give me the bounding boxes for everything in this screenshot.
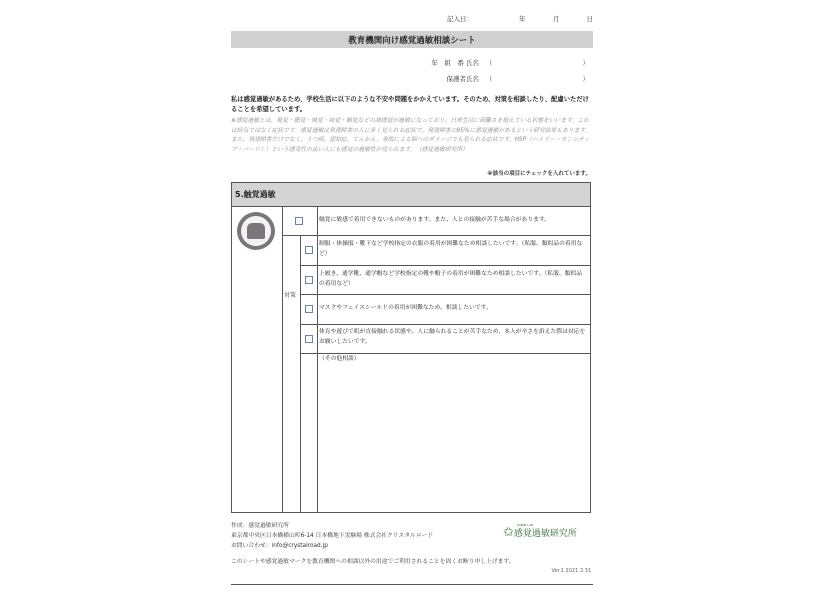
divider bbox=[300, 324, 590, 325]
main-item-checkbox[interactable] bbox=[295, 217, 303, 225]
measure-1-text: 制服・体操服・靴下など学校指定の衣服の着用が困難なため相談したいです。（私服、類似品の着用など） bbox=[319, 241, 583, 257]
footer-logo bbox=[503, 523, 577, 540]
divider bbox=[282, 206, 283, 513]
consultation-sheet bbox=[231, 0, 593, 598]
entry-date bbox=[447, 14, 593, 23]
intro-text: 私は感覚過敏があるため、学校生活に以下のような不安や問題をかかえています。そのため、対策を相談したり、配慮いただけることを希望しています。 bbox=[231, 96, 589, 113]
section-table bbox=[231, 182, 591, 513]
bottom-rule bbox=[231, 584, 593, 585]
star-icon: ✩ bbox=[503, 525, 514, 540]
measure-1-checkbox[interactable] bbox=[305, 246, 313, 254]
student-name-value[interactable] bbox=[499, 58, 581, 67]
date-label: 記入日： bbox=[447, 15, 473, 23]
other-consultation-field[interactable] bbox=[319, 367, 587, 507]
guardian-name-label: 保護者氏名 bbox=[446, 75, 479, 83]
measure-2-text: 上履き、通学靴、通学帽など学校指定の靴や帽子の着用が困難なため相談したいです。（私服、類似品の着用など） bbox=[319, 271, 583, 287]
divider bbox=[300, 294, 590, 295]
divider bbox=[300, 235, 301, 513]
page-title: 教育機関向け感覚過敏相談シート bbox=[231, 31, 593, 48]
main-item-text: 触覚に敏感で着用できないものがあります。また、人との接触が苦手な場合があります。 bbox=[319, 217, 550, 223]
measure-2-checkbox[interactable] bbox=[305, 276, 313, 284]
guardian-name-value[interactable] bbox=[499, 74, 581, 83]
divider bbox=[317, 206, 318, 513]
date-month: 月 bbox=[553, 15, 560, 23]
divider bbox=[300, 265, 590, 266]
definition-note: ※感覚過敏とは、視覚・聴覚・嗅覚・味覚・触覚などの諸感覚が過敏になっており、日常生活に困難さを抱えている状態をいいます。これは病気ではなく症状です。感覚過敏は発達障害の人に多く見られる症状で、発達障害の95%に感覚過敏があるという研究結果もあります。また、発達障害だけでなく、うつ病、認知症、てんかん、事故による脳へのダメージでも見られる症状です。HSP（ハイリー・センシティブ・パーソン）という感受性の高い人にも感覚の過敏性が見られます。（感覚過敏研究所） bbox=[231, 118, 591, 153]
footer-address: 東京都中央区日本橋横山町6-14 日本橋地下実験場 株式会社クリスタルロード bbox=[231, 533, 434, 539]
measure-4-text: 体育や遊びで肌が直接触れる状態や、人に触られることが苦手なため、本人が辛さを訴えた際は対応をお願いしたいです。 bbox=[319, 329, 586, 345]
version-label: Ver.1 2021.3.31 bbox=[551, 568, 591, 574]
logo-name: 感覚過敏研究所 bbox=[513, 529, 577, 539]
footer-contact: お問い合わせ：info@crystalroad.jp bbox=[231, 543, 328, 549]
student-name-label: 年 組 番 氏名 bbox=[431, 59, 479, 67]
footer-author: 作成：感覚過敏研究所 bbox=[231, 523, 289, 529]
touch-sensitivity-mark-icon bbox=[237, 212, 275, 250]
guardian-name-field[interactable]: 保護者氏名 （ ） bbox=[417, 74, 589, 83]
measures-label: 対策 bbox=[284, 292, 297, 299]
student-name-field[interactable]: 年 組 番 氏名 （ ） bbox=[417, 58, 589, 67]
logo-subtitle: KABIN LAB bbox=[517, 523, 533, 527]
footer-disclaimer: このシートや感覚過敏マークを教育機関への相談以外の用途でご利用されることを固くお断り申し上げます。 bbox=[231, 559, 515, 565]
measure-4-checkbox[interactable] bbox=[305, 335, 313, 343]
measure-3-text: マスクやフェイスシールドの着用が困難なため、相談したいです。 bbox=[319, 305, 492, 311]
date-day: 日 bbox=[586, 15, 593, 23]
divider bbox=[300, 353, 590, 354]
measure-3-checkbox[interactable] bbox=[305, 305, 313, 313]
other-consultation-label: （その他相談） bbox=[319, 356, 360, 362]
divider bbox=[282, 235, 590, 236]
check-instruction: ※該当の項目にチェックを入れています。 bbox=[487, 171, 591, 177]
section-title: 5.触覚過敏 bbox=[232, 183, 590, 207]
date-year: 年 bbox=[519, 15, 526, 23]
